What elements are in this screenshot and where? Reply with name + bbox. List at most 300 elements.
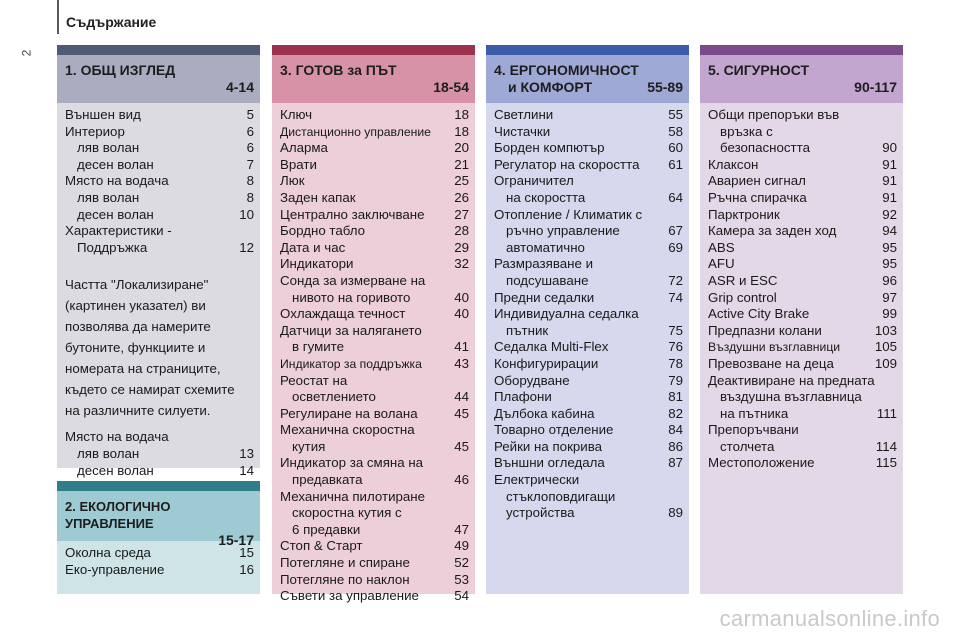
toc-entry-page: 29 [454,239,469,255]
section-top-bar [700,45,903,55]
toc-entry-label: осветлението [292,389,376,405]
toc-entry[interactable] [494,273,683,290]
toc-entry[interactable] [494,455,683,472]
section-header [272,55,475,103]
toc-entry[interactable] [280,422,469,439]
toc-entry-page [250,223,254,240]
toc-entry-label: Ключ [280,107,313,122]
toc-entry-label: Седалка Multi-Flex [494,339,609,355]
toc-entry[interactable] [494,505,683,522]
toc-entry-label: автоматично [506,239,585,255]
toc-entry-page: 7 [246,156,254,172]
toc-entry-page [679,472,683,489]
toc-entry-page: 94 [882,223,897,239]
toc-entry-page [893,373,897,390]
toc-entry-page [893,422,897,439]
toc-entry[interactable] [494,339,683,356]
toc-entry-label: Аларма [280,140,328,156]
toc-entry-label: Active City Brake [708,306,810,322]
toc-entry-page [893,389,897,406]
toc-entry[interactable] [494,373,683,390]
toc-entry-page: 78 [668,355,683,371]
toc-entry-label: Стоп & Старт [280,538,363,554]
toc-entry[interactable] [280,356,469,373]
toc-entry-page [893,107,897,124]
section-title[interactable]: 2. ЕКОЛОГИЧНО УПРАВЛЕНИЕ [65,499,171,531]
toc-entry-label: Деактивиране на предната [708,372,875,388]
toc-entry-label: Товарно отделение [494,422,614,438]
toc-entry[interactable] [280,207,469,224]
toc-entry-label: Съвети за управление [280,588,419,604]
section-page-range: 15-17 [218,532,254,548]
toc-entry[interactable] [494,422,683,439]
toc-entry-page: 53 [454,571,469,587]
section-header [57,491,260,548]
toc-entry[interactable] [708,157,897,174]
toc-entry-label: Механична пилотиране [280,488,426,504]
toc-entry-page: 105 [874,339,897,355]
toc-entry-label: десен волан [77,206,154,222]
toc-entry-page: 13 [239,445,254,461]
toc-entry[interactable] [708,306,897,323]
toc-entry-page [893,124,897,141]
toc-entry-page: 81 [668,389,683,405]
toc-entry-page: 18 [454,107,469,122]
toc-entry-page: 79 [668,372,683,388]
toc-entry-label: ръчно управление [506,223,620,239]
toc-entry-label: Общи препоръки във [708,107,840,122]
section-page-range: 18-54 [433,79,469,95]
toc-entry-label: Оборудване [494,372,570,388]
toc-entry-label: Чистачки [494,123,551,139]
toc-entry-label: Охлаждаща течност [280,306,406,322]
toc-entry-page: 95 [882,256,897,272]
toc-entry-page [679,306,683,323]
toc-entry-page: 96 [882,272,897,288]
toc-entry-page: 43 [454,355,469,371]
toc-entry-page: 18 [454,123,469,139]
locator-note-line: позволява да намерите [65,319,211,335]
toc-entry-label: Индикатор за смяна на [280,455,424,471]
section-ergonomics [486,45,689,594]
toc-entry-label: Потегляне по наклон [280,571,410,587]
toc-entry[interactable] [280,306,469,323]
toc-entry[interactable] [280,439,469,456]
toc-entry-page: 61 [668,156,683,172]
toc-entry-page: 41 [454,339,469,355]
section-title[interactable]: 5. СИГУРНОСТ [708,62,810,78]
toc-entry-label: Сонда за измерване на [280,272,426,288]
toc-entry-label: безопасността [720,140,810,156]
toc-entry-label: Ръчна спирачка [708,189,807,205]
toc-entry-label: Авариен сигнал [708,173,806,189]
toc-entry-label: Дистанционно управление [280,124,431,139]
toc-entry-label: Потегляне и спиране [280,555,410,571]
toc-entry[interactable] [280,157,469,174]
toc-entry-label: Околна среда [65,545,151,560]
toc-entry-label: десен волан [77,156,154,172]
toc-entry[interactable] [708,406,897,423]
toc-entry[interactable] [494,223,683,240]
toc-entry-page: 87 [668,455,683,471]
toc-entry-page: 92 [882,206,897,222]
toc-entry[interactable] [494,124,683,141]
toc-entry-page: 60 [668,140,683,156]
page-number: 2 [19,49,34,57]
toc-entry[interactable] [65,463,254,480]
toc-entry-page: 40 [454,306,469,322]
toc-entry-page: 58 [668,123,683,139]
toc-entry[interactable] [708,223,897,240]
section-safety [700,45,903,594]
toc-entry[interactable] [494,190,683,207]
toc-entry[interactable] [708,140,897,157]
toc-entry-page: 28 [454,223,469,239]
section-title-line2[interactable]: и КОМФОРТ [508,79,593,95]
toc-entry-label: Врати [280,156,317,172]
toc-entry-page: 91 [882,173,897,189]
toc-entry-page: 91 [882,156,897,172]
toc-entry[interactable] [708,439,897,456]
toc-entry-page: 89 [668,505,683,521]
toc-entry[interactable] [280,455,469,472]
toc-entry[interactable] [708,422,897,439]
toc-entry-page: 45 [454,438,469,454]
toc-entry-page: 47 [454,521,469,537]
toc-entry-page: 44 [454,389,469,405]
toc-entry-label: Grip control [708,289,777,305]
toc-entry-label: пътник [506,322,549,338]
toc-entry-label: Превозване на деца [708,355,834,371]
toc-entry-page [465,273,469,290]
toc-entry-label: 6 предавки [292,521,361,537]
toc-entry-page: 6 [246,123,254,139]
toc-entry-page: 76 [668,339,683,355]
toc-entry-label: нивото на горивото [292,289,411,305]
section-top-bar [57,45,260,55]
toc-entry-label: Камера за заден ход [708,223,837,239]
toc-entry-label: Борден компютър [494,140,605,156]
toc-entry-label: Бордно табло [280,223,366,239]
toc-entry-page: 10 [239,206,254,222]
toc-entry-page: 111 [876,405,897,421]
toc-entry-label: Местоположение [708,455,815,471]
toc-entry-page [679,489,683,506]
toc-entry-label: Индивидуална седалка [494,306,639,322]
toc-entry-page: 72 [668,272,683,288]
toc-entry[interactable] [708,389,897,406]
toc-entry[interactable] [280,107,469,124]
toc-entry-page: 54 [454,588,469,604]
toc-entry-label: в гумите [292,339,345,355]
toc-entry-page [465,505,469,522]
toc-entry[interactable] [65,446,254,463]
locator-note-line: където се намират схемите [65,382,235,398]
section-header [57,55,260,103]
toc-entry-page: 26 [454,189,469,205]
toc-entry-page [250,429,254,446]
toc-entry[interactable] [494,323,683,340]
toc-entry[interactable] [280,256,469,273]
toc-entry-label: скоростна кутия с [292,505,402,521]
toc-entry-page [679,173,683,190]
toc-entry[interactable] [65,223,254,240]
toc-entry[interactable] [494,173,683,190]
toc-entry[interactable] [708,339,897,356]
side-bar [57,0,59,34]
toc-entry[interactable] [280,406,469,423]
toc-entry-page: 8 [246,189,254,205]
toc-entry[interactable] [708,107,897,124]
toc-entry[interactable] [65,240,254,257]
toc-entry-label: Характеристики - [65,223,172,239]
section-entries [486,103,689,522]
toc-entry-page: 64 [668,189,683,205]
toc-entry[interactable] [280,373,469,390]
toc-entry[interactable] [494,107,683,124]
section-header [700,55,903,103]
toc-entry[interactable] [280,505,469,522]
toc-entry[interactable] [494,157,683,174]
toc-entry-label: Реостат на [280,372,348,388]
toc-entry-label: Еко-управление [65,561,165,577]
toc-entry-page [679,256,683,273]
toc-entry-label: Място на водача [65,173,169,189]
toc-entry-label: Индикатори [280,256,354,272]
toc-entry-page: 86 [668,438,683,454]
toc-entry[interactable] [280,240,469,257]
toc-entry-page: 91 [882,189,897,205]
toc-entry[interactable] [280,538,469,555]
toc-entry-page: 67 [668,223,683,239]
locator-note-line: на различните силуети. [65,403,211,419]
toc-entry[interactable] [708,290,897,307]
toc-entry[interactable] [708,455,897,472]
toc-entry-page: 90 [882,140,897,156]
toc-entry-label: Датчици за налягането [280,322,422,338]
section-entries [272,103,475,605]
toc-entry[interactable] [280,273,469,290]
toc-entry-label: стъклоповдигащи [506,488,616,504]
section-top-bar [272,45,475,55]
toc-entry-label: Клаксон [708,156,759,172]
toc-entry-label: Светлини [494,107,554,122]
toc-entry-label: Индикатор за поддръжка [280,356,422,371]
toc-entry-label: Дълбока кабина [494,405,595,421]
toc-entry[interactable] [708,190,897,207]
toc-entry-label: ляв волан [77,140,140,156]
toc-entry[interactable] [280,140,469,157]
toc-entry-page [465,323,469,340]
toc-entry[interactable] [280,389,469,406]
toc-entry-label: Ограничител [494,173,574,189]
toc-entry[interactable] [494,207,683,224]
toc-entry-page: 115 [875,455,897,471]
section-entries [57,103,260,479]
toc-entry-label: Място на водача [65,429,169,445]
toc-entry-label: Предпазни колани [708,322,822,338]
toc-entry-label: ABS [708,239,735,255]
toc-entry-page: 16 [239,561,254,577]
toc-entry[interactable] [280,489,469,506]
toc-entry-label: Въздушни възглавници [708,340,841,355]
toc-entry-page: 114 [875,438,897,454]
page-title: Съдържание [66,14,157,30]
watermark: carmanualsonline.info [719,606,940,631]
toc-entry-page: 25 [454,173,469,189]
locator-note-line: бутоните, функциите и [65,340,206,356]
toc-entry[interactable] [65,190,254,207]
toc-entry[interactable] [494,389,683,406]
section-title[interactable]: 1. ОБЩ ИЗГЛЕД [65,62,176,78]
toc-entry[interactable] [65,173,254,190]
section-title[interactable]: 4. ЕРГОНОМИЧНОСТ [494,62,639,78]
toc-entry[interactable] [494,290,683,307]
toc-entry[interactable] [494,439,683,456]
toc-entry-label: Конфигурирации [494,355,599,371]
toc-entry[interactable] [280,472,469,489]
toc-entry-label: Предни седалки [494,289,595,305]
toc-entry[interactable] [280,223,469,240]
toc-entry-page [465,489,469,506]
section-entries [700,103,903,472]
toc-entry-label: Регулиране на волана [280,405,418,421]
toc-entry-page: 69 [668,239,683,255]
toc-entry-label: Дата и час [280,239,346,255]
toc-entry[interactable] [65,157,254,174]
toc-entry-label: на скоростта [506,189,586,205]
toc-entry-page: 27 [454,206,469,222]
toc-entry-label: Интериор [65,123,125,139]
toc-entry[interactable] [708,323,897,340]
toc-entry-label: кутия [292,438,326,454]
toc-entry-page [465,455,469,472]
toc-entry[interactable] [494,472,683,489]
toc-entry-page: 21 [454,156,469,172]
toc-entry[interactable] [65,140,254,157]
toc-entry-page: 82 [668,405,683,421]
toc-entry-page: 46 [454,472,469,488]
section-title[interactable]: 3. ГОТОВ за ПЪТ [280,62,397,78]
toc-entry-label: връзка с [720,123,773,139]
toc-entry-page: 8 [246,173,254,189]
toc-entry[interactable] [494,256,683,273]
toc-entry-page: 97 [882,289,897,305]
toc-entry[interactable] [708,207,897,224]
toc-entry-page: 52 [454,555,469,571]
toc-entry-label: Поддръжка [77,239,148,255]
toc-entry-label: ляв волан [77,189,140,205]
toc-entry[interactable] [65,124,254,141]
locator-note-line: Частта "Локализиране" [65,277,209,293]
toc-entry-page: 74 [668,289,683,305]
toc-entry-label: Електрически [494,472,580,488]
toc-entry-page: 84 [668,422,683,438]
toc-entry[interactable] [708,373,897,390]
toc-entry[interactable] [280,323,469,340]
section-eco [57,481,260,594]
toc-entry[interactable] [708,256,897,273]
toc-entry-page: 12 [239,239,254,255]
toc-entry[interactable] [65,107,254,124]
toc-entry[interactable] [280,572,469,589]
toc-entry-label: подсушаване [506,272,589,288]
toc-entry[interactable] [494,240,683,257]
toc-entry[interactable] [280,339,469,356]
toc-entry-label: Механична скоростна [280,422,415,438]
toc-entry-label: Люк [280,173,305,189]
toc-entry-page: 55 [668,107,683,122]
toc-entry-label: Регулатор на скоростта [494,156,640,172]
section-page-range: 55-89 [647,79,683,95]
toc-entry[interactable] [494,489,683,506]
toc-entry[interactable] [280,190,469,207]
toc-entry-label: устройства [506,505,575,521]
toc-entry[interactable] [494,356,683,373]
toc-entry[interactable] [280,173,469,190]
toc-entry[interactable] [280,290,469,307]
toc-entry-page: 5 [246,107,254,122]
toc-entry[interactable] [494,140,683,157]
section-overview [57,45,260,478]
toc-entry[interactable] [494,306,683,323]
toc-entry-label: Външен вид [65,107,141,122]
toc-entry[interactable] [280,124,469,141]
toc-entry[interactable] [708,173,897,190]
toc-entry-page: 109 [874,355,897,371]
toc-entry-label: въздушна възглавница [720,389,862,405]
toc-entry-label: ляв волан [77,445,140,461]
toc-entry-page: 32 [454,256,469,272]
toc-entry-label: десен волан [77,462,154,478]
toc-entry[interactable] [280,588,469,605]
locator-note-line: номерата на страниците, [65,361,221,377]
toc-entry[interactable] [708,124,897,141]
toc-entry[interactable] [280,522,469,539]
toc-entry-page: 75 [668,322,683,338]
section-top-bar [486,45,689,55]
toc-entry-label: Рейки на покрива [494,438,603,454]
toc-entry-label: Плафони [494,389,552,405]
toc-entry[interactable] [708,273,897,290]
toc-entry[interactable] [65,429,254,446]
toc-entry-label: Централно заключване [280,206,425,222]
toc-entry-label: AFU [708,256,735,272]
toc-entry-page [465,373,469,390]
toc-entry[interactable] [494,406,683,423]
toc-entry[interactable] [708,356,897,373]
toc-entry-page: 15 [239,545,254,560]
locator-note-line: (картинен указател) ви [65,298,206,314]
toc-entry-label: Отопление / Климатик с [494,206,643,222]
toc-entry-label: ASR и ESC [708,272,778,288]
toc-entry[interactable] [280,555,469,572]
toc-entry-page: 99 [882,306,897,322]
toc-entry[interactable] [708,240,897,257]
toc-entry-label: Парктроник [708,206,780,222]
section-page-range: 90-117 [854,79,897,95]
toc-entry-label: Заден капак [280,189,356,205]
toc-entry-page: 20 [454,140,469,156]
toc-entry-label: Размразяване и [494,256,594,272]
section-header [486,55,689,103]
toc-entry[interactable] [65,562,254,579]
toc-entry[interactable] [65,207,254,224]
toc-entry-page: 95 [882,239,897,255]
toc-entry-page: 6 [246,140,254,156]
toc-entry-label: на пътника [720,405,789,421]
toc-entry-page: 49 [454,538,469,554]
